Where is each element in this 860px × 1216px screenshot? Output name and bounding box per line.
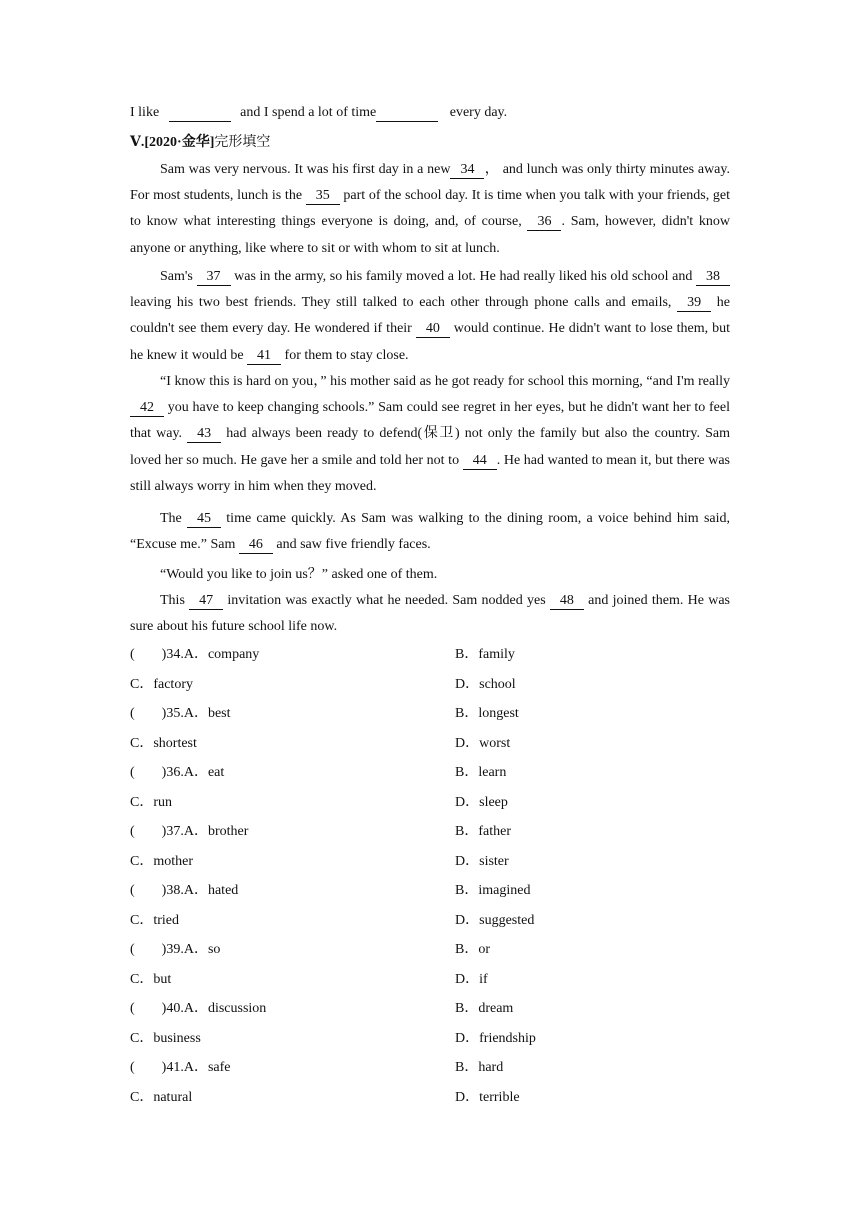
option-label-c: C． — [130, 736, 154, 751]
option-label-a: A． — [183, 1060, 208, 1075]
question-number: 41 — [166, 1060, 181, 1075]
option-label-d: D． — [455, 795, 480, 810]
option-label-d: D． — [455, 913, 480, 928]
blank-number: 40 — [416, 320, 450, 338]
top-line-part3: every day. — [449, 105, 508, 120]
passage-text: time came quickly. As Sam was walking to the dining room, a voice behind him said, “Excuse me.” Sam — [130, 511, 731, 553]
question-number: 35 — [166, 706, 181, 721]
option-c — [130, 794, 172, 812]
option-text-d: terrible — [479, 1090, 520, 1105]
option-label-d: D． — [455, 854, 480, 869]
passage-text: Sam's — [160, 269, 197, 284]
question-dot: . — [180, 942, 184, 957]
option-a — [130, 823, 248, 841]
option-text-a: brother — [207, 824, 249, 839]
option-label-c: C． — [130, 1031, 154, 1046]
question-number: 38 — [166, 883, 181, 898]
passage-text: Sam was very nervous. It was his first day in a new — [160, 162, 451, 177]
option-text-b: hard — [478, 1060, 504, 1075]
option-text-a: company — [207, 647, 260, 662]
top-line-part1: I like — [130, 105, 160, 120]
option-label-d: D． — [455, 972, 480, 987]
answer-paren-open: ( — [130, 883, 135, 898]
passage-text: for them to stay close. — [281, 347, 409, 363]
option-text-c: tried — [153, 913, 179, 928]
option-label-a: A． — [183, 647, 208, 662]
answer-paren-open: ( — [130, 942, 135, 957]
blank-number: 44 — [463, 452, 497, 470]
option-label-c: C． — [130, 972, 154, 987]
option-b — [455, 823, 511, 841]
option-a — [130, 1059, 231, 1077]
blank-number: 43 — [187, 425, 221, 443]
option-b — [455, 646, 515, 664]
option-b — [455, 764, 506, 782]
blank-number: 38 — [696, 268, 730, 286]
option-label-c: C． — [130, 1090, 154, 1105]
option-label-b: B． — [455, 942, 479, 957]
option-d — [455, 971, 488, 989]
question-dot: . — [180, 706, 184, 721]
option-text-d: worst — [479, 736, 511, 751]
question-number: 39 — [166, 942, 181, 957]
answer-paren-open: ( — [130, 824, 135, 839]
blank-number: 39 — [677, 294, 711, 312]
blank-number: 42 — [130, 399, 164, 417]
option-c — [130, 1030, 201, 1048]
question-dot: . — [180, 1001, 184, 1016]
passage-paragraph — [130, 506, 730, 558]
passage-text: was in the army, so his family moved a lot. He had really liked his old school and — [230, 269, 696, 284]
answer-paren-close: ) — [161, 1060, 167, 1075]
section-heading — [130, 131, 270, 151]
option-label-a: A． — [183, 706, 208, 721]
option-label-d: D． — [455, 1090, 480, 1105]
blank-line — [376, 105, 438, 122]
option-b — [455, 1059, 503, 1077]
blank-number: 47 — [189, 592, 223, 610]
option-d — [455, 853, 509, 871]
option-label-a: A． — [183, 883, 208, 898]
option-c — [130, 912, 179, 930]
question-number: 37 — [166, 824, 181, 839]
option-text-a: discussion — [207, 1001, 267, 1016]
option-text-a: best — [207, 706, 231, 721]
option-label-c: C． — [130, 913, 154, 928]
option-b — [455, 882, 530, 900]
option-c — [130, 971, 171, 989]
option-text-d: suggested — [479, 913, 535, 928]
option-text-c: but — [153, 972, 172, 987]
blank-number: 35 — [306, 187, 340, 205]
blank-number: 41 — [247, 347, 281, 365]
section-source: [2020·金华] — [144, 135, 215, 150]
option-label-b: B． — [455, 1001, 479, 1016]
answer-paren-close: ) — [161, 706, 167, 721]
option-label-c: C． — [130, 854, 154, 869]
option-label-b: B． — [455, 647, 479, 662]
question-dot: . — [180, 765, 184, 780]
option-b — [455, 941, 490, 959]
option-text-a: hated — [207, 883, 239, 898]
option-text-b: longest — [478, 706, 519, 721]
answer-paren-close: ) — [161, 942, 167, 957]
passage-text: had always been ready to defend(保卫) not only the family but also the country. Sam loved her so much. He gave her a smile and told her not to — [130, 426, 730, 468]
option-c — [130, 853, 193, 871]
option-text-a: eat — [207, 765, 225, 780]
answer-paren-open: ( — [130, 1060, 135, 1075]
answer-paren-close: ) — [161, 647, 167, 662]
section-roman: Ⅴ. — [130, 135, 145, 150]
option-text-d: school — [479, 677, 516, 692]
option-c — [130, 676, 193, 694]
option-text-c: factory — [153, 677, 193, 692]
passage-text: “Would you like to join us？” asked one of them. — [160, 567, 438, 582]
option-d — [455, 912, 534, 930]
option-a — [130, 882, 238, 900]
answer-paren-open: ( — [130, 706, 135, 721]
blank-number: 34 — [450, 161, 484, 179]
passage-paragraph — [130, 369, 730, 500]
option-a — [130, 646, 259, 664]
option-label-a: A． — [183, 942, 208, 957]
passage-paragraph — [130, 157, 730, 262]
option-label-b: B． — [455, 765, 479, 780]
passage-paragraph — [130, 588, 730, 640]
passage-text: leaving his two best friends. They still talked to each other through phone calls and emails, — [130, 295, 678, 311]
answer-paren-close: ) — [161, 883, 167, 898]
passage-text: would continue. He didn't want to lose them, but he knew it would be — [130, 321, 731, 363]
passage-text: “I know this is hard on you，” his mother said as he got ready for school this morning, “and I'm really — [160, 374, 730, 389]
option-text-b: family — [478, 647, 515, 662]
option-text-d: sister — [479, 854, 509, 869]
passage-text: you have to keep changing schools.” Sam could see regret in her eyes, but he didn't want her to feel that way. — [130, 400, 730, 442]
passage-text: invitation was exactly what he needed. Sam nodded yes — [223, 593, 550, 608]
answer-paren-close: ) — [161, 765, 167, 780]
option-b — [455, 705, 519, 723]
blank-number: 36 — [527, 213, 561, 231]
option-label-b: B． — [455, 706, 479, 721]
option-d — [455, 1030, 536, 1048]
option-a — [130, 941, 220, 959]
question-number: 36 — [166, 765, 181, 780]
option-text-b: imagined — [478, 883, 531, 898]
top-line — [130, 104, 507, 122]
question-number: 40 — [166, 1001, 181, 1016]
passage-text: . He had wanted to mean it, but there was still always worry in him when they moved. — [130, 452, 731, 494]
passage-paragraph — [130, 562, 730, 588]
passage-text: This — [160, 593, 190, 608]
blank-line — [169, 105, 231, 122]
option-label-c: C． — [130, 795, 154, 810]
passage-text: he couldn't see them every day. He wondered if their — [130, 295, 730, 337]
question-dot: . — [180, 883, 184, 898]
answer-paren-open: ( — [130, 1001, 135, 1016]
option-label-a: A． — [183, 824, 208, 839]
passage-text: and joined them. He was sure about his future school life now. — [130, 593, 731, 635]
option-label-d: D． — [455, 736, 480, 751]
passage-text: The — [160, 511, 188, 526]
option-text-c: run — [153, 795, 173, 810]
option-text-b: learn — [478, 765, 507, 780]
option-b — [455, 1000, 513, 1018]
option-c — [130, 1089, 192, 1107]
option-d — [455, 794, 508, 812]
option-text-b: dream — [478, 1001, 514, 1016]
option-d — [455, 735, 510, 753]
option-a — [130, 764, 224, 782]
section-title: 完形填空 — [214, 135, 271, 150]
blank-number: 46 — [239, 536, 273, 554]
option-c — [130, 735, 197, 753]
answer-paren-close: ) — [161, 824, 167, 839]
option-text-b: father — [478, 824, 511, 839]
passage-text: . Sam, however, didn't know anyone or anything, like where to sit or with whom to sit at lunch. — [130, 214, 730, 256]
option-text-c: shortest — [153, 736, 197, 751]
option-text-d: if — [479, 972, 488, 987]
answer-paren-open: ( — [130, 647, 135, 662]
option-label-a: A． — [183, 765, 208, 780]
option-text-c: business — [153, 1031, 201, 1046]
answer-paren-close: ) — [161, 1001, 167, 1016]
passage-text: and saw five friendly faces. — [272, 537, 431, 553]
option-d — [455, 1089, 520, 1107]
option-label-d: D． — [455, 677, 480, 692]
top-line-part2: and I spend a lot of time — [240, 105, 377, 120]
passage-text: ， and lunch was only thirty minutes away. For most students, lunch is the — [130, 162, 730, 204]
option-text-d: sleep — [479, 795, 508, 810]
answer-paren-open: ( — [130, 765, 135, 780]
option-label-a: A． — [183, 1001, 208, 1016]
option-a — [130, 1000, 266, 1018]
option-text-a: so — [207, 942, 221, 957]
option-label-d: D． — [455, 1031, 480, 1046]
passage-text: part of the school day. It is time when you talk with your friends, get to know what interesting things everyone is doing, and, of course, — [130, 188, 730, 230]
option-label-b: B． — [455, 883, 479, 898]
option-text-a: safe — [207, 1060, 231, 1075]
option-d — [455, 676, 516, 694]
passage-paragraph — [130, 264, 730, 369]
option-text-d: friendship — [479, 1031, 536, 1046]
option-text-b: or — [478, 942, 491, 957]
question-dot: . — [180, 1060, 184, 1075]
blank-number: 37 — [197, 268, 231, 286]
question-dot: . — [180, 824, 184, 839]
option-label-b: B． — [455, 1060, 479, 1075]
question-dot: . — [180, 647, 184, 662]
blank-number: 48 — [550, 592, 584, 610]
option-text-c: mother — [153, 854, 193, 869]
option-label-c: C． — [130, 677, 154, 692]
option-text-c: natural — [153, 1090, 193, 1105]
question-number: 34 — [166, 647, 181, 662]
option-label-b: B． — [455, 824, 479, 839]
option-a — [130, 705, 231, 723]
blank-number: 45 — [187, 510, 221, 528]
